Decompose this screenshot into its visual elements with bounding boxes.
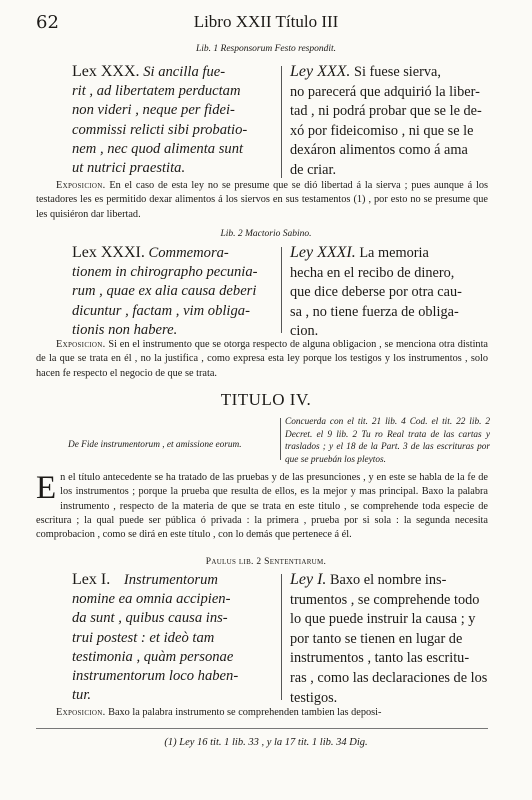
column-divider [280, 418, 281, 460]
column-divider [281, 247, 282, 333]
lex1-latin-line: tur. [72, 687, 92, 704]
lex1-latin [72, 570, 270, 705]
lex30-spanish-line: Si fuese sierva, [354, 64, 441, 80]
footnote-text: (1) Ley 16 tit. 1 lib. 33 , y la 17 tit. 1 lib. 34 Dig. [164, 737, 368, 748]
lex1-spanish-line: Baxo el nombre ins- [330, 572, 447, 588]
lex31-spanish-line: cion. [290, 323, 319, 340]
lex30-latin-line: nem , nec quod alimenta sunt [72, 140, 244, 157]
lex1-latin-line: testimonia , quàm personae [72, 648, 234, 665]
footnote [0, 737, 532, 748]
lex1-spanish-line: lo que puede instruir la causa ; y [290, 611, 476, 628]
lex31-latin-line: tionis non habere. [72, 321, 178, 338]
lex1-spanish [290, 570, 490, 708]
lex31-source: Lib. 2 Mactorio Sabino. [220, 229, 312, 239]
lex31-latin-label: Lex XXXI. [72, 244, 145, 261]
lex31-spanish-line: La memoria [359, 245, 429, 261]
lex30-spanish-label: Ley XXX. [290, 63, 351, 80]
lex30-exposition [36, 179, 488, 222]
lex1-spanish-label: Ley I. [290, 571, 327, 588]
exposition-text: Si en el instrumento que se otorga respecto de alguna obligacion , se menciona otra distinta de la que se trata en él , no la justifica , como expresa esta ley porque los testigos y los instrumentos , solo hacen fe respecto el negocio de que se trata. [36, 339, 489, 379]
lex30-latin [72, 62, 270, 178]
lex30-latin-line: commissi relicti sibi probatio- [72, 121, 248, 138]
lex30-latin-line: rit , ad libertatem perductam [72, 83, 241, 100]
lex1-source [0, 557, 532, 567]
lex1-latin-line: trui postest : et ideò tam [72, 629, 215, 646]
lex30-latin-line: ut nutrici praestita. [72, 160, 186, 177]
lex1-latin-line: da sunt , quibus causa ins- [72, 610, 228, 627]
lex1-latin-line: Instrumentorum [123, 572, 218, 588]
lex1-latin-line: instrumentorum loco haben- [72, 668, 239, 685]
introduction-text: n el título antecedente se ha tratado de las pruebas y de las presunciones , y en este se habla de la fe de los instrumentos ; porque la prueba que resulta de ellos, es la mejor y mas principal. Baxo la palabra instrumento , respecto de la materia de que se trata en este titulo , se comprehende toda especie de escritura ; la qual puede ser pública ó privada : la primera , prueba por si sola : la segunda necesita comprobacion , como se dirá en este título , con lo demás que pertenece á él. [36, 472, 488, 541]
lex1-spanish-line: ras , como las declaraciones de los [290, 669, 488, 686]
lex31-spanish [290, 243, 490, 342]
lex31-exposition [36, 338, 488, 381]
exposition-label: Exposicion. [56, 707, 106, 718]
lex1-spanish-line: por tanto se tienen en lugar de [290, 630, 463, 647]
lex31-spanish-label: Ley XXXI. [290, 244, 356, 261]
lex1-latin-label: Lex I. [72, 571, 111, 588]
title-subtitle: De Fide instrumentorum , et amissione eorum. [68, 440, 242, 450]
footnote-rule [36, 728, 488, 729]
lex31-latin-line: dicuntur , factam , vim obliga- [72, 302, 250, 319]
exposition-label: Exposicion. [56, 180, 106, 191]
lex30-spanish [290, 62, 490, 181]
lex31-latin-line: Commemora- [148, 245, 229, 261]
column-divider [281, 66, 282, 178]
lex31-latin [72, 243, 270, 340]
lex30-spanish-line: dexáron alimentos como á ama [290, 142, 468, 159]
lex1-spanish-line: trumentos , se comprehende todo [290, 591, 480, 608]
drop-cap: E [36, 470, 57, 506]
title-introduction [36, 471, 488, 542]
exposition-text: En el caso de esta ley no se presume que se dió libertad á la sierva ; pues aunque á los testadores les es permitido dexar alimentos á los siervos en sus testamentos (1) , por esto no se presume que les quisiéron dar libertad. [36, 180, 488, 220]
running-head: Libro XXII Título III [193, 12, 339, 31]
lex1-source-text: Paulus lib. 2 Sententiarum. [205, 557, 327, 567]
exposition-label: Exposicion. [56, 339, 106, 350]
column-divider [281, 574, 282, 700]
lex31-latin-line: tionem in chirographo pecunia- [72, 264, 258, 281]
lex30-spanish-line: tad , ni podrá probar que se le de- [290, 103, 482, 120]
page-number: 62 [36, 12, 59, 33]
lex31-spanish-line: sa , no tiene fuerza de obliga- [290, 303, 459, 320]
lex1-spanish-line: testigos. [290, 689, 338, 706]
lex30-spanish-line: xó por fideicomiso , ni que se le [290, 122, 474, 139]
lex30-latin-line: non videri , neque per fidei- [72, 102, 235, 119]
concordance-note: Concuerda con el tit. 21 lib. 4 Cod. el tit. 22 lib. 2 Decret. el 9 lib. 2 Tu ro Real trata de las cartas y traslados ; y el 18 de la Part. 3 de las escrituras por que se pruebán los pleytos. [285, 417, 490, 465]
lex31-spanish-line: hecha en el recibo de dinero, [290, 264, 455, 281]
title-heading: TITULO IV. [220, 390, 312, 409]
lex30-latin-label: Lex XXX. [72, 63, 140, 80]
lex1-exposition [36, 706, 488, 720]
lex30-spanish-line: no parecerá que adquirió la liber- [290, 83, 480, 100]
lex30-spanish-line: de criar. [290, 161, 337, 178]
exposition-text: Baxo la palabra instrumento se comprehenden tambien las deposi- [108, 707, 382, 718]
lex31-latin-line: rum , quae ex alia causa deberi [72, 283, 257, 300]
lex31-spanish-line: que dice deberse por otra cau- [290, 284, 462, 301]
lex30-source: Lib. 1 Responsorum Festo respondit. [195, 44, 337, 54]
lex1-latin-line: nomine ea omnia accipien- [72, 591, 231, 608]
lex30-latin-line: Si ancilla fue- [143, 64, 226, 80]
lex1-spanish-line: instrumentos , tanto las escritu- [290, 650, 470, 667]
